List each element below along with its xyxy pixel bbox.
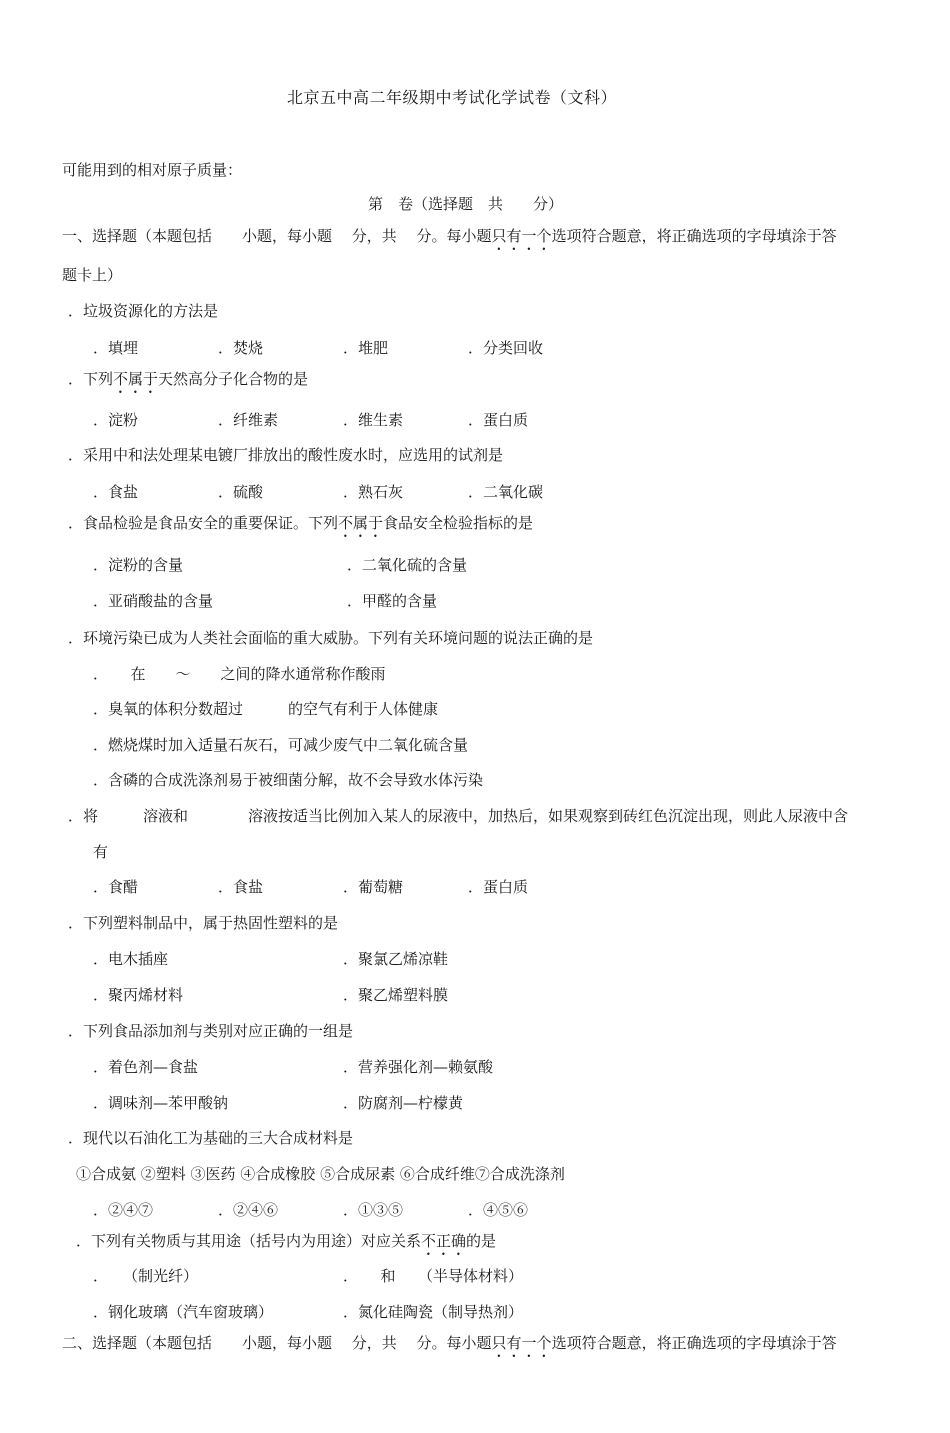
option-c: ．熟石灰	[343, 483, 404, 501]
option-d: ．甲醛的含量	[347, 592, 438, 610]
option-a: ．填埋	[93, 339, 139, 357]
option-c: ．亚硝酸盐的含量	[93, 592, 214, 610]
stem-part: ．食品检验是食品安全的重要保证。下列	[68, 514, 339, 532]
option-b: ．食盐	[218, 878, 264, 896]
option-c: ．维生素	[343, 411, 404, 429]
section2-text-b: 选项符合题意，将正确选项的字母填涂于答	[551, 1334, 837, 1352]
option-a: ．淀粉的含量	[93, 556, 184, 574]
question-stem: ．下列食品添加剂与类别对应正确的一组是	[68, 1022, 354, 1040]
section1-text-a: 一、选择题（本题包括 小题，每小题 分，共 分。每小题	[62, 227, 492, 245]
option-d: ．氮化硅陶瓷（制导热剂）	[343, 1303, 524, 1321]
option-c: ．葡萄糖	[343, 878, 404, 896]
question-stem: ．采用中和法处理某电镀厂排放出的酸性废水时，应选用的试剂是	[68, 446, 504, 464]
option-a: ． 在 ～ 之间的降水通常称作酸雨	[93, 665, 386, 683]
stem-emphasis: 不正确	[421, 1232, 467, 1250]
stem-part: ．下列	[68, 370, 114, 388]
question-stem: ．下列塑料制品中，属于热固性塑料的是	[68, 914, 339, 932]
section2-text-a: 二、选择题（本题包括 小题，每小题 分，共 分。每小题	[62, 1334, 492, 1352]
option-b: ．二氧化硫的含量	[347, 556, 468, 574]
stem-part: 天然高分子化合物的是	[158, 370, 309, 388]
section2-instructions	[62, 1333, 837, 1361]
option-d: ．含磷的合成洗涤剂易于被细菌分解，故不会导致水体污染	[93, 771, 484, 789]
option-c: ．聚丙烯材料	[93, 986, 184, 1004]
stem-emphasis: 不属于	[113, 370, 159, 388]
stem-part: ．下列有关物质与其用途（括号内为用途）对应关系	[76, 1232, 422, 1250]
option-b: ．聚氯乙烯凉鞋	[343, 950, 449, 968]
option-b: ．纤维素	[218, 411, 279, 429]
stem-emphasis: 不属于	[338, 514, 384, 532]
option-a: ．电木插座	[93, 950, 169, 968]
question-stem-cont: 有	[93, 843, 109, 861]
section1-emphasis: 只有一个	[491, 227, 552, 245]
option-c: ．①③⑤	[343, 1201, 404, 1219]
option-d: ．分类回收	[468, 339, 544, 357]
section1-text-b: 选项符合题意，将正确选项的字母填涂于答	[551, 227, 837, 245]
option-a: ．食醋	[93, 878, 139, 896]
option-d: ．蛋白质	[468, 411, 529, 429]
option-c: ．堆肥	[343, 339, 389, 357]
option-d: ．蛋白质	[468, 878, 529, 896]
option-d: ．聚乙烯塑料膜	[343, 986, 449, 1004]
page-title: 北京五中高二年级期中考试化学试卷（文科）	[287, 88, 618, 107]
question-stem: ．现代以石油化工为基础的三大合成材料是	[68, 1129, 354, 1147]
option-a: ．着色剂—食盐	[93, 1058, 199, 1076]
stem-part: 的是	[466, 1232, 497, 1250]
section2-emphasis: 只有一个	[491, 1334, 552, 1352]
option-c: ．钢化玻璃（汽车窗玻璃）	[93, 1303, 274, 1321]
question-stem	[76, 1231, 496, 1259]
option-a: ．淀粉	[93, 411, 139, 429]
question-stem: ．环境污染已成为人类社会面临的重大威胁。下列有关环境问题的说法正确的是	[68, 629, 594, 647]
item-list: ①合成氨 ②塑料 ③医药 ④合成橡胶 ⑤合成尿素 ⑥合成纤维⑦合成洗涤剂	[76, 1165, 565, 1183]
stem-part: 食品安全检验指标的是	[383, 514, 534, 532]
question-stem: ．将 溶液和 溶液按适当比例加入某人的尿液中，加热后，如果观察到砖红色沉淀出现，则此人尿液中含	[68, 807, 849, 825]
atomic-mass-note: 可能用到的相对原子质量：	[62, 161, 243, 179]
option-b: ．臭氧的体积分数超过 的空气有利于人体健康	[93, 700, 439, 718]
question-stem	[68, 513, 533, 541]
option-c: ．调味剂—苯甲酸钠	[93, 1094, 229, 1112]
section1-instructions	[62, 226, 837, 254]
option-b: ．硫酸	[218, 483, 264, 501]
option-c: ．燃烧煤时加入适量石灰石，可减少废气中二氧化硫含量	[93, 736, 469, 754]
option-b: ．营养强化剂—赖氨酸	[343, 1058, 494, 1076]
option-a: ．食盐	[93, 483, 139, 501]
option-d: ．二氧化碳	[468, 483, 544, 501]
section1-instructions-cont: 题卡上）	[62, 266, 123, 284]
option-d: ．④⑤⑥	[468, 1201, 529, 1219]
question-stem: ．垃圾资源化的方法是	[68, 302, 219, 320]
option-a: ．②④⑦	[93, 1201, 154, 1219]
option-b: ．焚烧	[218, 339, 264, 357]
question-stem	[68, 369, 308, 397]
option-d: ．防腐剂—柠檬黄	[343, 1094, 464, 1112]
option-a: ． （制光纤）	[93, 1267, 199, 1285]
volume-heading: 第 卷（选择题 共 分）	[368, 195, 564, 213]
option-b: ．②④⑥	[218, 1201, 279, 1219]
option-b: ． 和 （半导体材料）	[343, 1267, 524, 1285]
